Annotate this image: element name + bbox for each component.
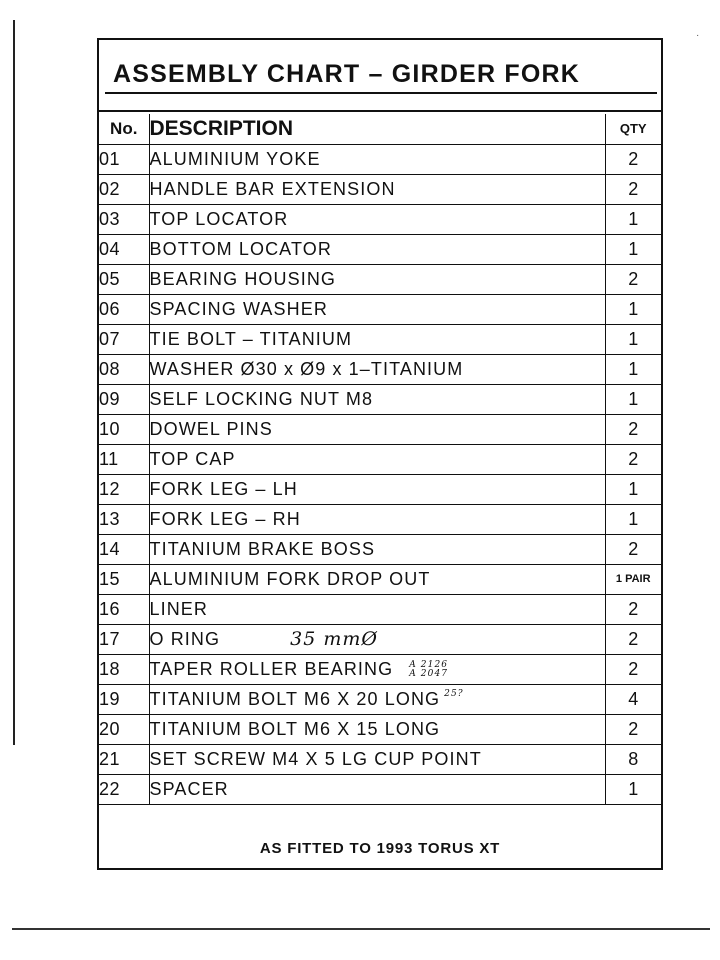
table-row xyxy=(99,414,661,444)
row-qty: 2 xyxy=(605,174,661,204)
row-qty: 8 xyxy=(605,744,661,774)
binder-edge-line xyxy=(13,20,15,745)
col-header-no: No. xyxy=(99,114,149,144)
row-description: TITANIUM BOLT M6 X 15 LONG xyxy=(149,714,605,744)
row-description: SPACER xyxy=(149,774,605,804)
row-description: TITANIUM BRAKE BOSS xyxy=(149,534,605,564)
title-separator xyxy=(99,110,661,112)
row-qty: 2 xyxy=(605,444,661,474)
row-description: TOP CAP xyxy=(149,444,605,474)
row-qty: 1 xyxy=(605,354,661,384)
row-qty: 1 xyxy=(605,774,661,804)
row-qty: 2 xyxy=(605,264,661,294)
row-description: WASHER Ø30 x Ø9 x 1–TITANIUM xyxy=(149,354,605,384)
row-qty: 2 xyxy=(605,624,661,654)
row-description: TAPER ROLLER BEARING xyxy=(149,658,394,679)
bottom-rule xyxy=(12,928,710,930)
row-description: SET SCREW M4 X 5 LG CUP POINT xyxy=(149,744,605,774)
col-header-description: DESCRIPTION xyxy=(149,114,605,144)
row-description-cell xyxy=(149,624,605,654)
header-row xyxy=(99,114,661,144)
row-description: LINER xyxy=(149,594,605,624)
row-qty: 1 xyxy=(605,204,661,234)
row-qty: 2 xyxy=(605,714,661,744)
row-no: 09 xyxy=(99,384,149,414)
row-description: TOP LOCATOR xyxy=(149,204,605,234)
row-no: 15 xyxy=(99,564,149,594)
row-qty: 2 xyxy=(605,534,661,564)
row-no: 10 xyxy=(99,414,149,444)
row-no: 18 xyxy=(99,654,149,684)
row-no: 01 xyxy=(99,144,149,174)
row-no: 11 xyxy=(99,444,149,474)
table-row xyxy=(99,654,661,684)
scan-speck: · xyxy=(696,30,700,41)
table-row xyxy=(99,594,661,624)
row-qty: 2 xyxy=(605,144,661,174)
row-no: 07 xyxy=(99,324,149,354)
row-qty: 4 xyxy=(605,684,661,714)
table-row xyxy=(99,774,661,804)
handwritten-note-line: A 2047 xyxy=(409,668,449,679)
row-qty: 2 xyxy=(605,654,661,684)
row-no: 20 xyxy=(99,714,149,744)
table-row xyxy=(99,324,661,354)
row-description: BOTTOM LOCATOR xyxy=(149,234,605,264)
row-no: 17 xyxy=(99,624,149,654)
row-qty: 2 xyxy=(605,594,661,624)
table-row xyxy=(99,384,661,414)
row-description: SPACING WASHER xyxy=(149,294,605,324)
row-description: BEARING HOUSING xyxy=(149,264,605,294)
row-no: 08 xyxy=(99,354,149,384)
table-row xyxy=(99,204,661,234)
table-row xyxy=(99,444,661,474)
table-row xyxy=(99,564,661,594)
title-block xyxy=(99,40,661,110)
row-qty: 2 xyxy=(605,414,661,444)
table-row xyxy=(99,354,661,384)
row-description: SELF LOCKING NUT M8 xyxy=(149,384,605,414)
row-description: FORK LEG – LH xyxy=(149,474,605,504)
row-description: HANDLE BAR EXTENSION xyxy=(149,174,605,204)
fitment-footer: AS FITTED TO 1993 TORUS XT xyxy=(259,840,501,857)
table-row xyxy=(99,744,661,774)
table-row xyxy=(99,264,661,294)
parts-table xyxy=(99,114,661,805)
row-qty: 1 xyxy=(605,474,661,504)
handwritten-note: 35 mmØ xyxy=(290,628,378,650)
table-row xyxy=(99,714,661,744)
table-row xyxy=(99,504,661,534)
table-row xyxy=(99,174,661,204)
row-no: 22 xyxy=(99,774,149,804)
row-no: 05 xyxy=(99,264,149,294)
row-no: 16 xyxy=(99,594,149,624)
table-row xyxy=(99,234,661,264)
row-qty: 1 xyxy=(605,234,661,264)
row-description: DOWEL PINS xyxy=(149,414,605,444)
row-no: 06 xyxy=(99,294,149,324)
table-row xyxy=(99,294,661,324)
title-underline xyxy=(105,92,657,94)
row-description: TITANIUM BOLT M6 X 20 LONG xyxy=(149,688,441,709)
row-no: 03 xyxy=(99,204,149,234)
handwritten-note-line: A 2126 xyxy=(409,659,449,670)
row-no: 19 xyxy=(99,684,149,714)
row-no: 13 xyxy=(99,504,149,534)
row-qty: 1 xyxy=(605,294,661,324)
table-row xyxy=(99,144,661,174)
row-qty: 1 PAIR xyxy=(605,564,661,594)
assembly-chart xyxy=(97,38,663,870)
row-description-cell xyxy=(149,654,605,684)
table-row xyxy=(99,534,661,564)
row-qty: 1 xyxy=(605,504,661,534)
table-row xyxy=(99,624,661,654)
row-no: 12 xyxy=(99,474,149,504)
table-row xyxy=(99,474,661,504)
row-no: 21 xyxy=(99,744,149,774)
table-row xyxy=(99,684,661,714)
row-no: 04 xyxy=(99,234,149,264)
row-description: ALUMINIUM YOKE xyxy=(149,144,605,174)
row-description: ALUMINIUM FORK DROP OUT xyxy=(149,564,605,594)
handwritten-note: 25? xyxy=(444,688,464,699)
row-qty: 1 xyxy=(605,324,661,354)
row-description: TIE BOLT – TITANIUM xyxy=(149,324,605,354)
handwritten-note xyxy=(409,661,448,679)
row-description: FORK LEG – RH xyxy=(149,504,605,534)
row-description-cell xyxy=(149,684,605,714)
row-qty: 1 xyxy=(605,384,661,414)
row-no: 02 xyxy=(99,174,149,204)
row-no: 14 xyxy=(99,534,149,564)
row-description: O RING xyxy=(149,629,221,649)
col-header-qty: QTY xyxy=(605,114,661,144)
chart-title: ASSEMBLY CHART – GIRDER FORK xyxy=(113,60,580,88)
